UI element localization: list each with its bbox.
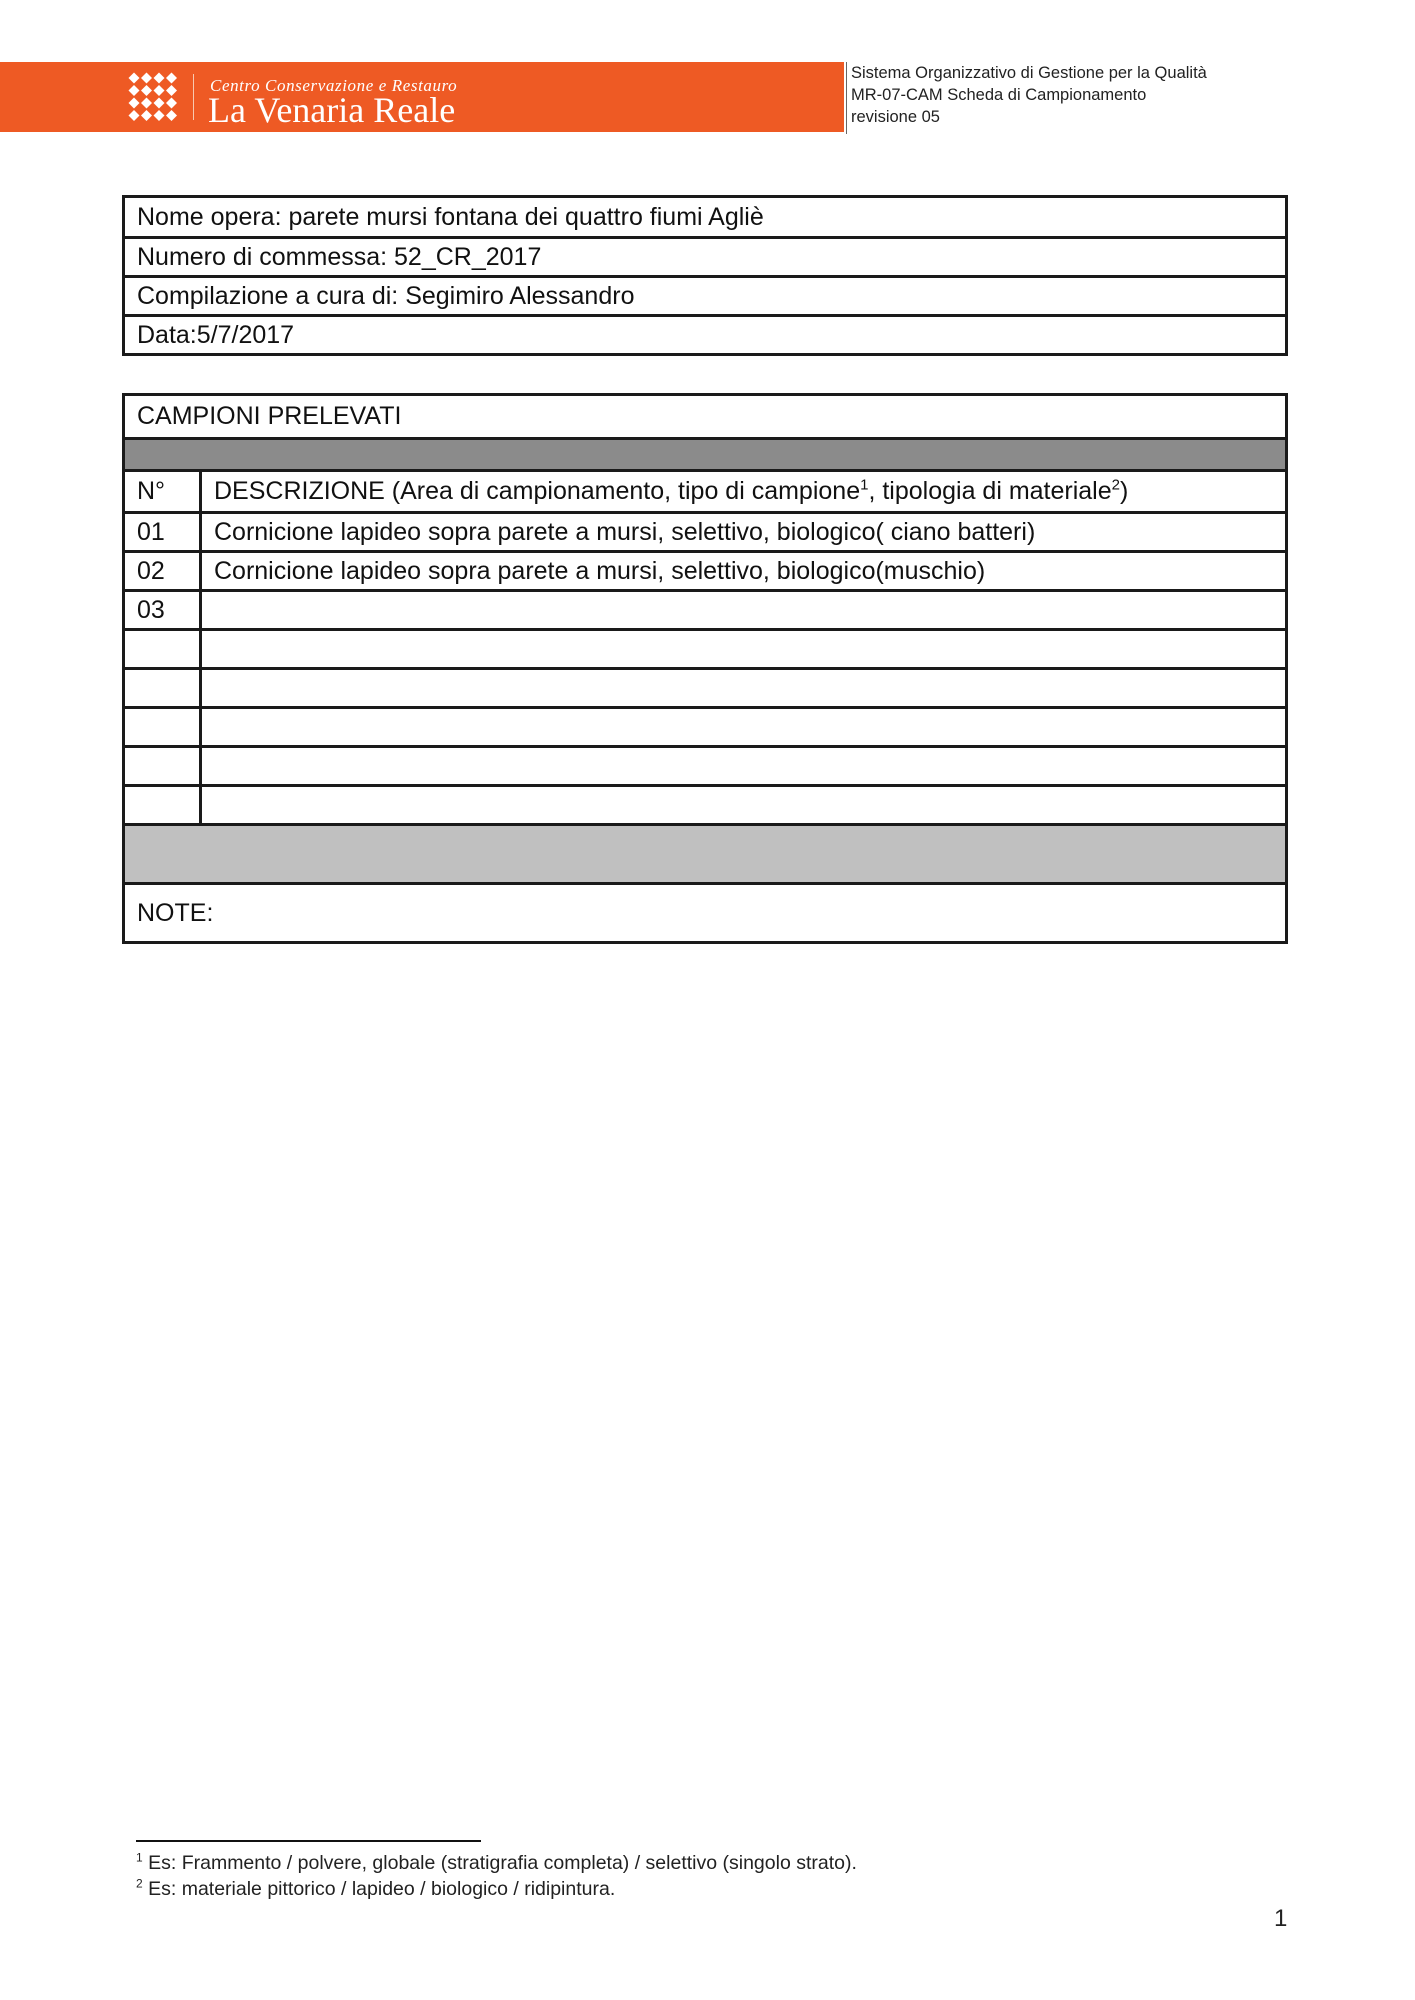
table-row bbox=[124, 552, 1287, 591]
table-row bbox=[124, 669, 1287, 708]
page-number: 1 bbox=[1274, 1905, 1288, 1932]
sample-description bbox=[201, 786, 1287, 825]
sample-description: Cornicione lapideo sopra parete a mursi, selettivo, biologico( ciano batteri) bbox=[201, 513, 1287, 552]
table-row bbox=[124, 513, 1287, 552]
form-code-line: MR-07-CAM Scheda di Campionamento bbox=[851, 86, 1147, 104]
table-row bbox=[124, 708, 1287, 747]
logo-separator bbox=[193, 74, 194, 120]
sample-number bbox=[124, 786, 201, 825]
revision-line: revisione 05 bbox=[851, 108, 940, 126]
sample-description bbox=[201, 630, 1287, 669]
sample-description bbox=[201, 591, 1287, 630]
table-row bbox=[124, 591, 1287, 630]
document-header-info bbox=[846, 62, 1286, 134]
sample-number bbox=[124, 708, 201, 747]
footnote-rule bbox=[136, 1840, 481, 1842]
logo-title: La Venaria Reale bbox=[208, 90, 456, 130]
sample-description bbox=[201, 747, 1287, 786]
sample-number bbox=[124, 630, 201, 669]
header-banner bbox=[0, 62, 844, 132]
samples-title: CAMPIONI PRELEVATI bbox=[124, 395, 1287, 439]
sample-number: 02 bbox=[124, 552, 201, 591]
order-number-cell: Numero di commessa: 52_CR_2017 bbox=[124, 238, 1287, 277]
sample-number bbox=[124, 669, 201, 708]
notes-cell: NOTE: bbox=[124, 884, 1287, 943]
dark-separator-band bbox=[124, 439, 1287, 471]
column-header-description: DESCRIZIONE (Area di campionamento, tipo di campione$^1$, tipologia di materiale$^2$) bbox=[201, 471, 1287, 513]
sample-number: 01 bbox=[124, 513, 201, 552]
sample-number: 03 bbox=[124, 591, 201, 630]
footnote-1: $^1$ Es: Frammento / polvere, globale (stratigrafia completa) / selettivo (singolo strato). bbox=[136, 1850, 857, 1874]
compiled-by-cell: Compilazione a cura di: Segimiro Alessandro bbox=[124, 277, 1287, 316]
work-info-table bbox=[122, 195, 1288, 356]
logo-subtitle: Centro Conservazione e Restauro bbox=[210, 76, 458, 95]
table-row bbox=[124, 747, 1287, 786]
sample-number bbox=[124, 747, 201, 786]
sample-description bbox=[201, 669, 1287, 708]
sample-description: Cornicione lapideo sopra parete a mursi, selettivo, biologico(muschio) bbox=[201, 552, 1287, 591]
date-cell: Data:5/7/2017 bbox=[124, 316, 1287, 355]
footnotes bbox=[136, 1850, 857, 1902]
light-separator-band bbox=[124, 825, 1287, 884]
sample-description bbox=[201, 708, 1287, 747]
work-name-cell: Nome opera: parete mursi fontana dei quattro fiumi Agliè bbox=[124, 197, 1287, 238]
table-row bbox=[124, 630, 1287, 669]
footnote-2: $^2$ Es: materiale pittorico / lapideo / biologico / ridipintura. bbox=[136, 1876, 616, 1900]
column-header-number: N° bbox=[124, 471, 201, 513]
samples-table bbox=[122, 393, 1288, 944]
quality-system-line: Sistema Organizzativo di Gestione per la Qualità bbox=[851, 64, 1207, 82]
table-row bbox=[124, 786, 1287, 825]
venaria-logo-icon bbox=[128, 72, 178, 122]
